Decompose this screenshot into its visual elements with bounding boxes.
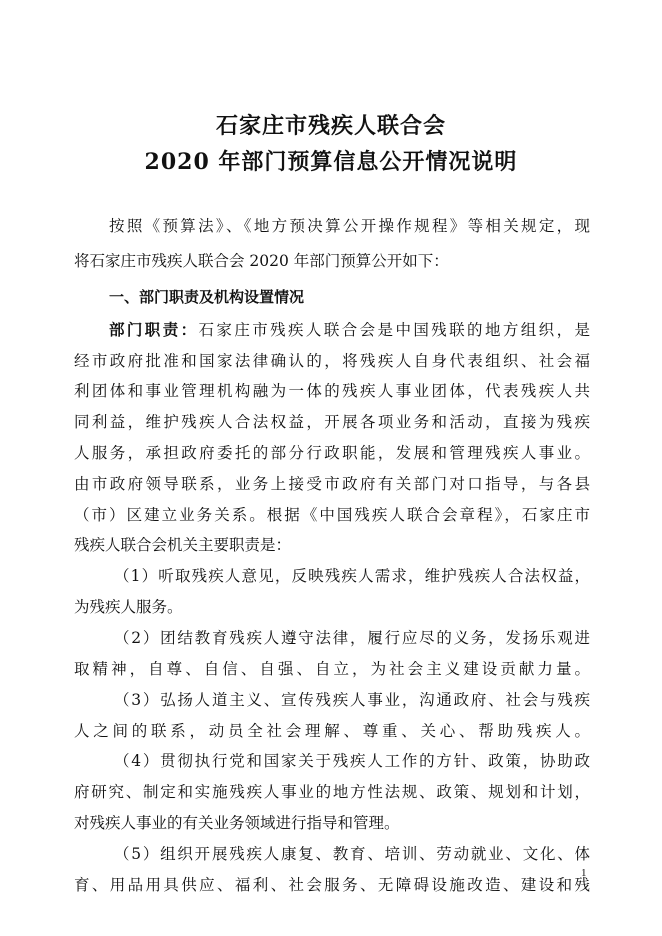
list-item-line: （3）弘扬人道主义、宣传残疾人事业，沟通政府、社会与残疾 <box>114 691 590 709</box>
duty-paragraph-line: 由市政府领导联系，业务上接受市政府有关部门对口指导，与各县 <box>74 475 590 493</box>
title-line-1: 石家庄市残疾人联合会 <box>215 113 446 139</box>
list-item-line: 人之间的联系，动员全社会理解、尊重、关心、帮助残疾人。 <box>74 722 590 740</box>
title-line-2: 2020 年部门预算信息公开情况说明 <box>144 149 518 175</box>
duty-paragraph-line: 人服务，承担政府委托的部分行政职能，发展和管理残疾人事业。 <box>74 444 590 462</box>
duty-paragraph-line: 经市政府批准和国家法律确认的，将残疾人自身代表组织、社会福 <box>74 352 590 370</box>
list-item-line: （2）团结教育残疾人遵守法律，履行应尽的义务，发扬乐观进 <box>114 629 590 647</box>
section-heading: 一、部门职责及机构设置情况 <box>109 288 305 306</box>
list-item-line: 为残疾人服务。 <box>74 598 183 616</box>
duty-lead: 部门职责： <box>109 321 199 339</box>
list-item-line: 育、用品用具供应、福利、社会服务、无障碍设施改造、建设和残 <box>74 876 590 894</box>
list-item-line: （4）贯彻执行党和国家关于残疾人工作的方针、政策，协助政 <box>114 752 590 770</box>
duty-paragraph-line: 利团体和事业管理机构融为一体的残疾人事业团体，代表残疾人共 <box>74 382 590 400</box>
list-item-line: 对残疾人事业的有关业务领域进行指导和管理。 <box>74 814 400 832</box>
duty-paragraph-line: 残疾人联合会机关主要职责是： <box>74 536 292 554</box>
intro-line: 按照《预算法》、《地方预决算公开操作规程》等相关规定，现 <box>109 217 590 235</box>
list-item-line: （1）听取残疾人意见，反映残疾人需求，维护残疾人合法权益， <box>114 567 590 585</box>
page-number: 1 <box>581 867 587 879</box>
duty-paragraph-line: （市）区建立业务关系。根据《中国残疾人联合会章程》，石家庄市 <box>74 506 590 524</box>
list-item-line: （5）组织开展残疾人康复、教育、培训、劳动就业、文化、体 <box>114 845 590 863</box>
duty-paragraph-line: 同利益，维护残疾人合法权益，开展各项业务和活动，直接为残疾 <box>74 413 590 431</box>
list-item-line: 取精神，自尊、自信、自强、自立，为社会主义建设贡献力量。 <box>74 660 590 678</box>
duty-paragraph-line: 部门职责：石家庄市残疾人联合会是中国残联的地方组织，是 <box>109 321 590 339</box>
list-item-line: 府研究、制定和实施残疾人事业的地方性法规、政策、规划和计划， <box>74 783 590 801</box>
intro-line: 将石家庄市残疾人联合会 2020 年部门预算公开如下： <box>74 252 449 270</box>
